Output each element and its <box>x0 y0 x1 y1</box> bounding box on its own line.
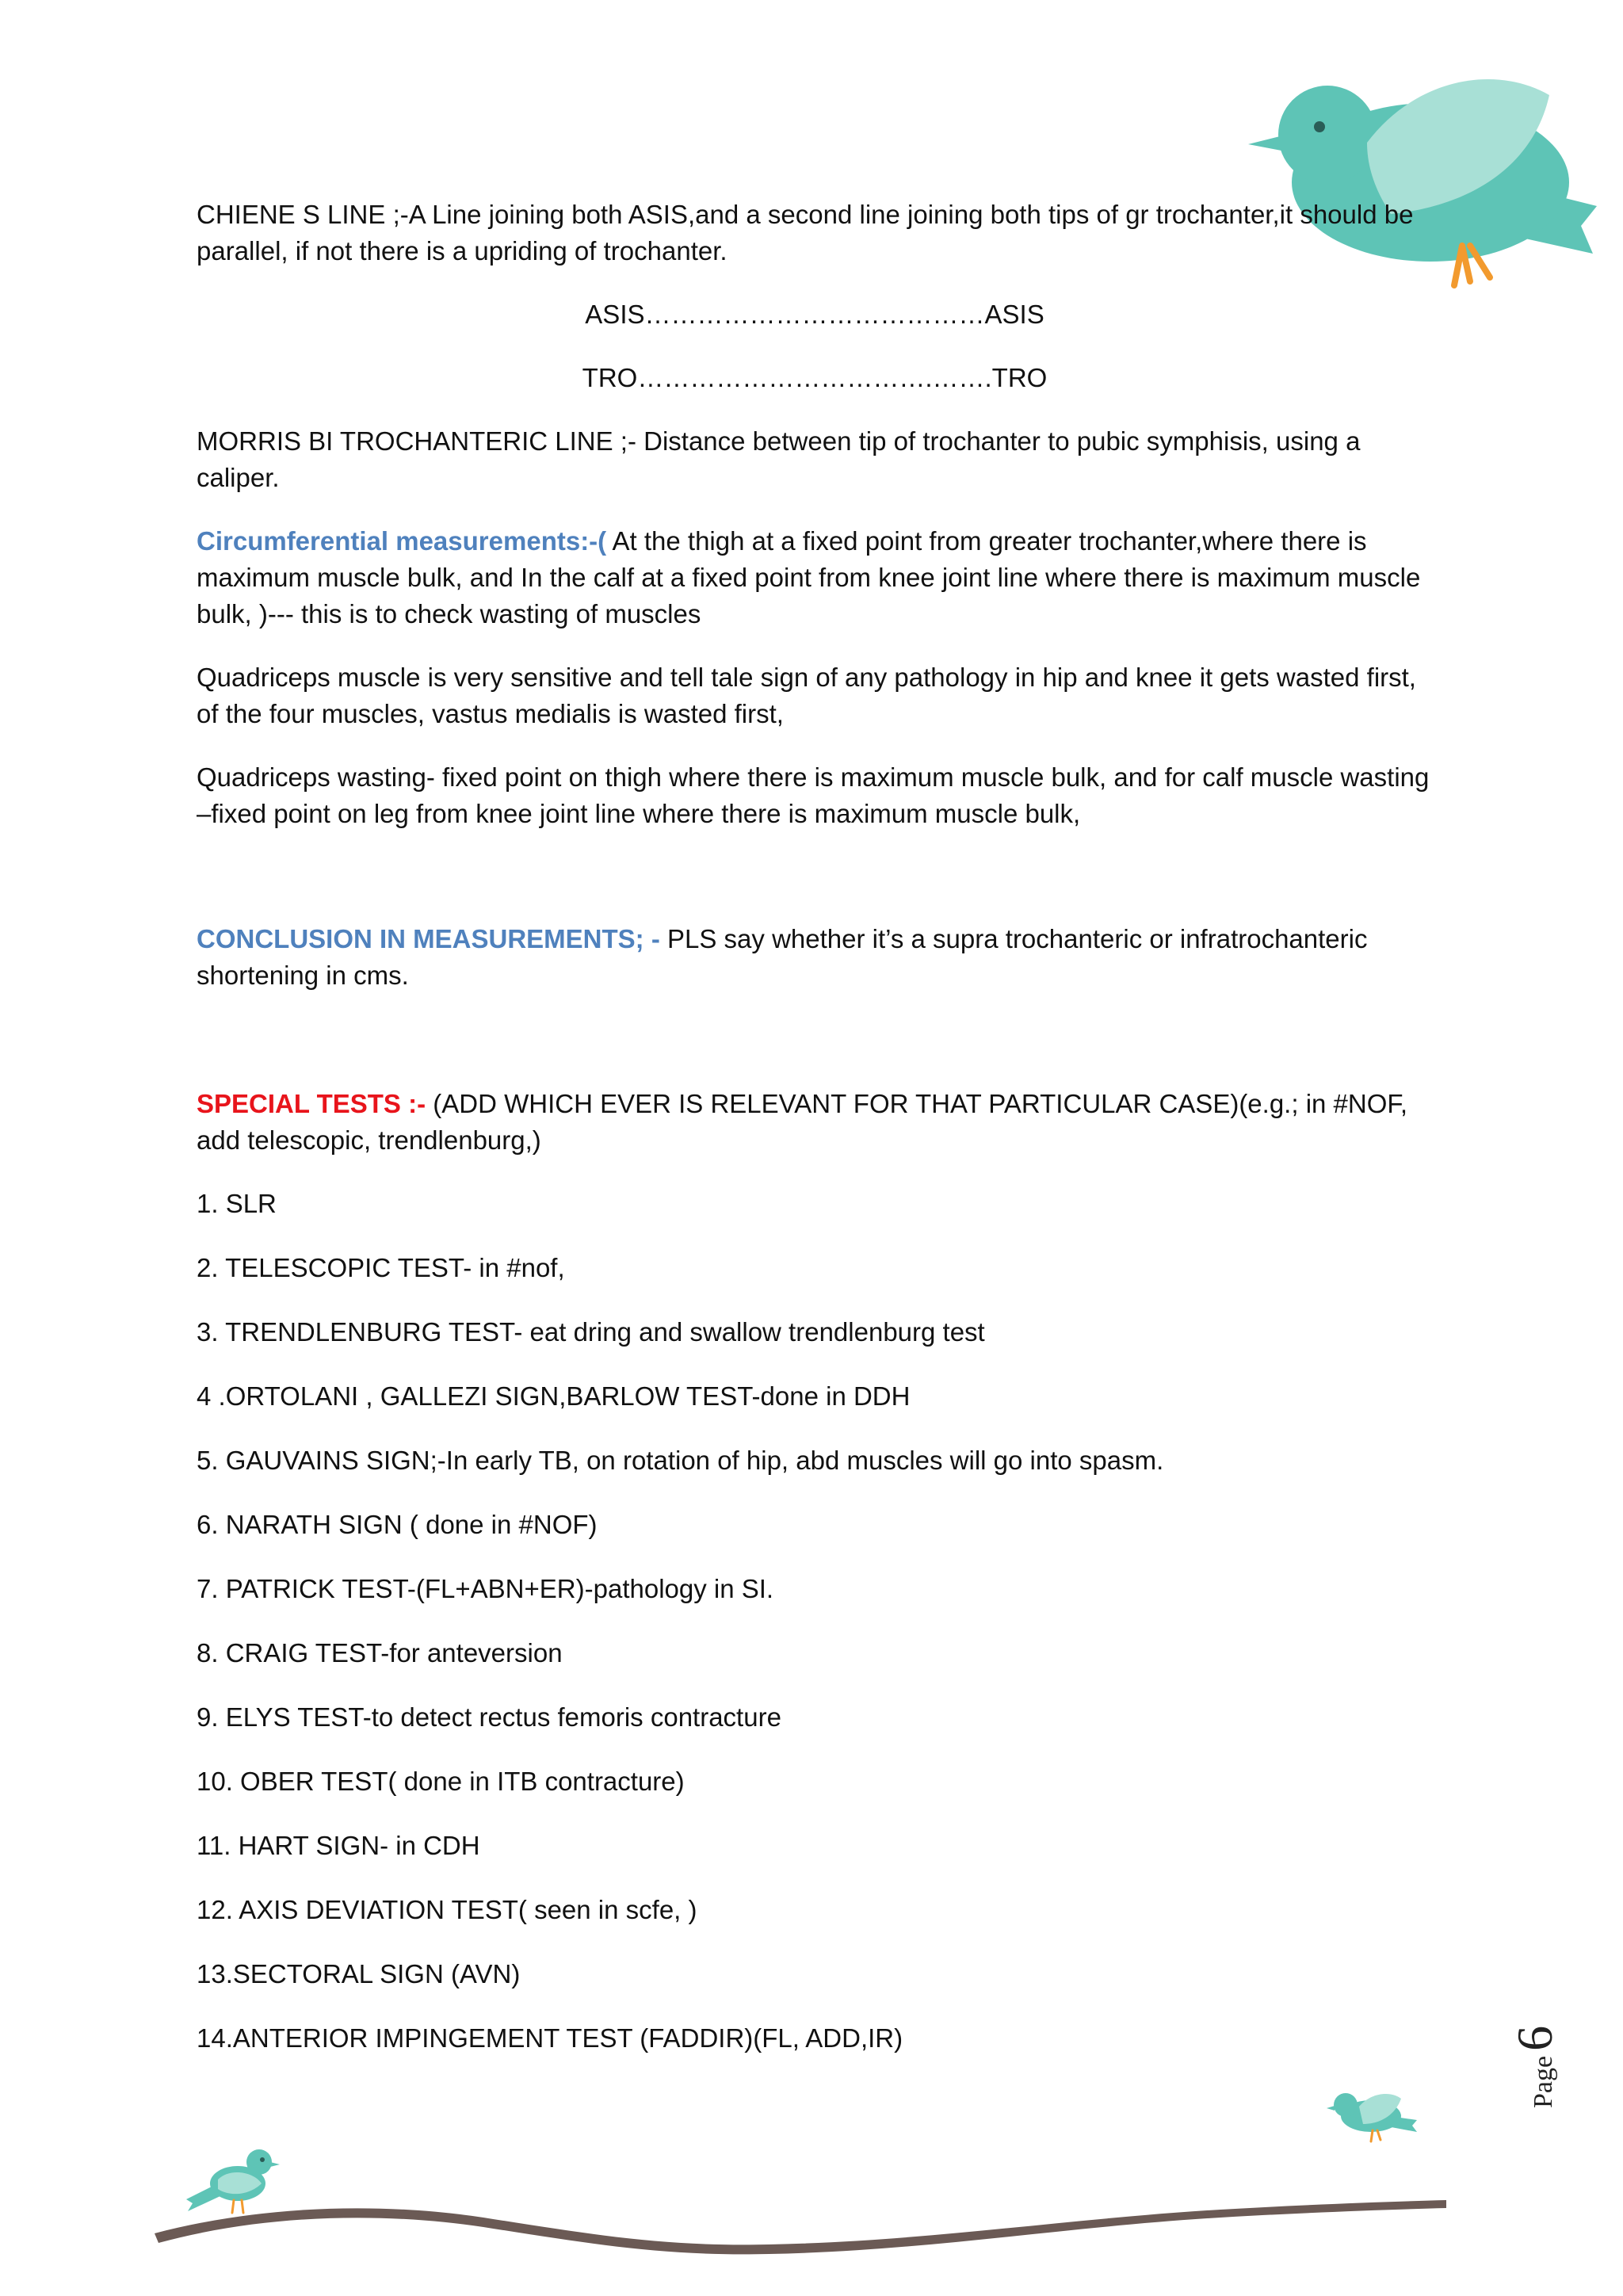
page-number-value: 6 <box>1507 2025 1563 2051</box>
quadriceps-wasting-paragraph: Quadriceps wasting- fixed point on thigh where there is maximum muscle bulk, and for calf muscle wasting –fixed point on leg from knee joint line where there is maximum muscle bulk, <box>197 762 1430 828</box>
tro-line: TRO…………………………….…….TRO <box>582 363 1048 392</box>
test-item: 13.SECTORAL SIGN (AVN) <box>197 1959 521 1988</box>
special-tests-body: (ADD WHICH EVER IS RELEVANT FOR THAT PARTICULAR CASE)(e.g.; in #NOF, add telescopic, trendlenburg,) <box>197 1089 1408 1155</box>
test-item: 3. TRENDLENBURG TEST- eat dring and swallow trendlenburg test <box>197 1317 985 1347</box>
quadriceps-sensitive-paragraph: Quadriceps muscle is very sensitive and tell tale sign of any pathology in hip and knee it gets wasted first, of the four muscles, vastus medialis is wasted first, <box>197 663 1416 728</box>
special-tests-paragraph <box>197 1086 1433 1159</box>
conclusion-heading: CONCLUSION IN MEASUREMENTS; - <box>197 924 667 953</box>
special-tests-heading: SPECIAL TESTS :- <box>197 1089 433 1118</box>
asis-line: ASIS…………………………………ASIS <box>585 300 1044 329</box>
test-item: 10. OBER TEST( done in ITB contracture) <box>197 1767 685 1796</box>
special-tests-list <box>197 1186 1433 2057</box>
page-label: Page <box>1529 2055 1558 2108</box>
conclusion-paragraph <box>197 921 1433 994</box>
main-content <box>197 197 1433 2084</box>
branch-icon <box>151 2172 1450 2259</box>
test-item: 11. HART SIGN- in CDH <box>197 1831 480 1860</box>
test-item: 12. AXIS DEVIATION TEST( seen in scfe, ) <box>197 1895 697 1924</box>
circumferential-heading: Circumferential measurements:-( <box>197 526 607 556</box>
test-item: 5. GAUVAINS SIGN;-In early TB, on rotation of hip, abd muscles will go into spasm. <box>197 1446 1164 1475</box>
test-item: 6. NARATH SIGN ( done in #NOF) <box>197 1510 598 1539</box>
page-number <box>1506 1997 1569 2108</box>
chiene-line-paragraph: CHIENE S LINE ;-A Line joining both ASIS,and a second line joining both tips of gr trochanter,it should be parallel, if not there is a upriding of trochanter. <box>197 200 1414 266</box>
test-item: 1. SLR <box>197 1189 277 1218</box>
test-item: 4 .ORTOLANI , GALLEZI SIGN,BARLOW TEST-done in DDH <box>197 1381 911 1411</box>
circumferential-body: At the thigh at a fixed point from greater trochanter,where there is maximum muscle bulk, and In the calf at a fixed point from knee joint line where there is maximum muscle bulk, )--- this is to check wasting of muscles <box>197 526 1421 628</box>
test-item: 8. CRAIG TEST-for anteversion <box>197 1638 563 1668</box>
test-item: 14.ANTERIOR IMPINGEMENT TEST (FADDIR)(FL, ADD,IR) <box>197 2023 903 2053</box>
test-item: 2. TELESCOPIC TEST- in #nof, <box>197 1253 565 1282</box>
morris-paragraph: MORRIS BI TROCHANTERIC LINE ;- Distance between tip of trochanter to pubic symphisis, using a caliper. <box>197 426 1361 492</box>
circumferential-paragraph <box>197 523 1433 632</box>
test-item: 9. ELYS TEST-to detect rectus femoris contracture <box>197 1702 781 1732</box>
bird-icon <box>1323 2084 1419 2144</box>
conclusion-body: PLS say whether it’s a supra trochanteric or infratrochanteric shortening in cms. <box>197 924 1368 990</box>
test-item: 7. PATRICK TEST-(FL+ABN+ER)-pathology in SI. <box>197 1574 774 1603</box>
